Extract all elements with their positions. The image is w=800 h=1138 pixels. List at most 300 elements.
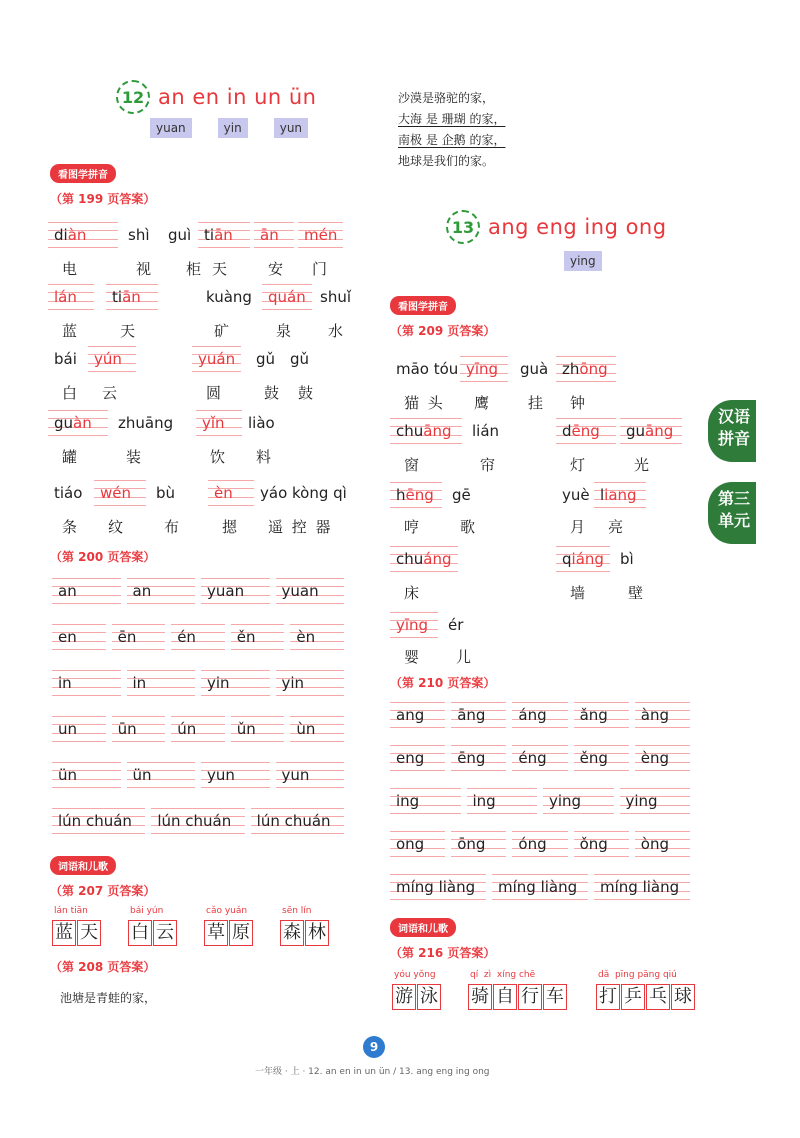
pinyin-box [594, 482, 646, 508]
pinyin-box [254, 222, 294, 248]
answer-ref: （第 199 页答案） [50, 192, 156, 206]
pinyin-answer: ān [260, 226, 279, 244]
pinyin-word [466, 418, 505, 444]
pinyin-word [460, 356, 508, 382]
poem-line: 地球是我们的家。 [398, 154, 495, 168]
pinyin-given: shuǐ [320, 288, 351, 306]
pinyin-given: shì [128, 226, 150, 244]
hanzi-box: 林 [305, 920, 329, 946]
pinyin-text: éng [512, 745, 567, 771]
syllable-chips [564, 251, 602, 271]
pinyin-word [284, 346, 315, 372]
pinyin-box [112, 410, 179, 436]
pinyin-answer: āng [645, 422, 674, 440]
section-badge: 词语和儿歌 [50, 856, 116, 875]
pinyin-cell [201, 670, 270, 696]
pinyin-box [162, 222, 197, 248]
pinyin-cell [251, 808, 344, 834]
pinyin-given: q [562, 550, 572, 568]
pinyin-text: yun [276, 762, 345, 788]
pinyin-word [298, 222, 343, 248]
hanzi: 蓝 [62, 322, 78, 340]
pinyin-text: in [52, 670, 121, 696]
pinyin-word [262, 284, 312, 310]
pinyin-word [48, 284, 94, 310]
pinyin-box [192, 346, 241, 372]
hanzi: 云 [102, 384, 118, 402]
pinyin-answer: wén [100, 484, 132, 502]
hanzi: 婴 [404, 648, 420, 666]
pinyin-box [106, 284, 158, 310]
pinyin-word [556, 418, 616, 444]
pinyin-cell [276, 670, 345, 696]
pinyin-given: chu [396, 550, 424, 568]
pinyin-text: un [52, 716, 106, 742]
pinyin-box [208, 480, 254, 506]
pinyin-given: ti [204, 226, 215, 244]
pinyin-answer: yīng [466, 360, 499, 378]
pinyin-box [122, 222, 156, 248]
hanzi-box: 游 [392, 984, 416, 1010]
hanzi-box: 乒 [621, 984, 645, 1010]
hanzi: 白 [62, 384, 78, 402]
hanzi: 墙 [570, 584, 586, 602]
pinyin-cell [574, 831, 629, 857]
pinyin-text: en [52, 624, 106, 650]
page-number: 9 [363, 1036, 385, 1058]
pinyin-word [198, 222, 250, 248]
pinyin-box [150, 480, 181, 506]
hanzi: 遥 控 器 [268, 518, 333, 536]
pinyin-cell [390, 874, 486, 900]
pinyin-answer: mén [304, 226, 338, 244]
pinyin-cell [635, 831, 690, 857]
word-boxes [596, 984, 696, 1010]
pinyin-cell [512, 745, 567, 771]
pinyin-box [390, 612, 438, 638]
pinyin-word [200, 284, 258, 310]
hanzi-box: 草 [204, 920, 228, 946]
answer-ref: （第 200 页答案） [50, 550, 156, 564]
pinyin-text: eng [390, 745, 445, 771]
pinyin-word [556, 356, 616, 382]
hanzi-box: 自 [493, 984, 517, 1010]
pinyin-box [262, 284, 312, 310]
pinyin-word [242, 410, 281, 436]
pinyin-text: én [171, 624, 225, 650]
pinyin-given: l [600, 486, 605, 504]
pinyin-given: ér [448, 616, 464, 634]
pinyin-box [200, 284, 258, 310]
pinyin-answer: iang [604, 486, 637, 504]
pinyin-cell [467, 788, 538, 814]
word-pinyin: dǎ pīng pāng qiú [598, 970, 677, 980]
pinyin-text: òng [635, 831, 690, 857]
pinyin-text: èng [635, 745, 690, 771]
hanzi: 帘 [480, 456, 496, 474]
word-pinyin: yóu yǒng [394, 970, 436, 980]
pinyin-cell [52, 578, 121, 604]
pinyin-word [254, 480, 353, 506]
pinyin-text: in [127, 670, 196, 696]
pinyin-cell [127, 578, 196, 604]
pinyin-word [614, 546, 640, 572]
pinyin-word [314, 284, 357, 310]
pinyin-answer: ān [122, 288, 141, 306]
hanzi: 矿 [214, 322, 230, 340]
pinyin-box [466, 418, 505, 444]
pinyin-text: míng liàng [390, 874, 486, 900]
pinyin-box [298, 222, 343, 248]
pinyin-cell [201, 578, 270, 604]
pinyin-answer: yīng [396, 616, 429, 634]
pinyin-word [446, 482, 477, 508]
pinyin-box [460, 356, 508, 382]
hanzi: 灯 [570, 456, 586, 474]
pinyin-word [48, 346, 83, 372]
pinyin-word [390, 612, 438, 638]
pinyin-box [390, 356, 464, 382]
pinyin-text: āng [451, 702, 506, 728]
pinyin-text: an [127, 578, 196, 604]
lesson-title: an en in un ün [158, 85, 317, 109]
hanzi: 天 [212, 260, 228, 278]
pinyin-answer: āng [423, 422, 452, 440]
poem-line: 南极 是 企鹅 的家， [398, 133, 506, 147]
pinyin-given: di [54, 226, 68, 244]
answer-ref: （第 210 页答案） [390, 676, 496, 690]
pinyin-cell [543, 788, 614, 814]
pinyin-answer: ān [214, 226, 233, 244]
pinyin-given: gē [452, 486, 471, 504]
pinyin-text: ēn [112, 624, 166, 650]
pinyin-word [122, 222, 156, 248]
pinyin-word [94, 480, 146, 506]
pinyin-given: bái [54, 350, 77, 368]
pinyin-word [208, 480, 254, 506]
side-tab-unit[interactable]: 第三单元 [708, 482, 756, 544]
pinyin-word [514, 356, 554, 382]
pinyin-cell [390, 831, 445, 857]
pinyin-cell [52, 624, 106, 650]
section-badge: 看图学拼音 [390, 296, 456, 315]
word-pinyin: sēn lín [282, 906, 312, 916]
hanzi-box: 打 [596, 984, 620, 1010]
hanzi-box: 车 [543, 984, 567, 1010]
hanzi: 门 [312, 260, 328, 278]
pinyin-cell [451, 745, 506, 771]
pinyin-answer: áng [423, 550, 452, 568]
pinyin-cell [390, 745, 445, 771]
pinyin-given: zh [562, 360, 580, 378]
hanzi-box: 森 [280, 920, 304, 946]
hanzi: 饮 [210, 448, 226, 466]
hanzi: 圆 [206, 384, 222, 402]
pinyin-text: ing [467, 788, 538, 814]
lesson-12-header [116, 80, 317, 114]
pinyin-box [390, 418, 462, 444]
pinyin-text: yuan [201, 578, 270, 604]
pinyin-answer: quán [268, 288, 306, 306]
pinyin-word [88, 346, 136, 372]
pinyin-word [48, 222, 118, 248]
pinyin-text: lún chuán [251, 808, 344, 834]
pinyin-given: h [396, 486, 406, 504]
pinyin-box [48, 284, 94, 310]
hanzi: 挂 [528, 394, 544, 412]
pinyin-word [390, 546, 458, 572]
pinyin-word [556, 546, 610, 572]
hanzi: 泉 [276, 322, 292, 340]
word-boxes [204, 920, 254, 946]
hanzi: 条 [62, 518, 78, 536]
pinyin-word [390, 418, 462, 444]
hanzi: 钟 [570, 394, 586, 412]
pinyin-text: yuan [276, 578, 345, 604]
pinyin-box [242, 410, 281, 436]
page-footer: 一年级 · 上 · 12. an en in un ün / 13. ang eng ing ong [255, 1067, 490, 1077]
pinyin-cell [127, 762, 196, 788]
pinyin-given: guì [168, 226, 192, 244]
pinyin-word [162, 222, 197, 248]
pinyin-answer: lán [54, 288, 77, 306]
pinyin-text: óng [512, 831, 567, 857]
pinyin-text: àng [635, 702, 690, 728]
pinyin-given: gu [54, 414, 74, 432]
hanzi: 亮 [608, 518, 624, 536]
pinyin-word [112, 410, 179, 436]
pinyin-text: ün [52, 762, 121, 788]
hanzi: 天 [120, 322, 136, 340]
pinyin-cell [574, 702, 629, 728]
pinyin-given: guà [520, 360, 549, 378]
pinyin-word [192, 346, 241, 372]
pinyin-word [594, 482, 646, 508]
hanzi-box: 骑 [468, 984, 492, 1010]
hanzi: 水 [328, 322, 344, 340]
pinyin-text: ing [390, 788, 461, 814]
hanzi: 月 [570, 518, 586, 536]
pinyin-cell [112, 716, 166, 742]
hanzi: 儿 [456, 648, 472, 666]
pinyin-given: bù [156, 484, 176, 502]
pinyin-text: ūn [112, 716, 166, 742]
pinyin-cell [112, 624, 166, 650]
pinyin-cell [390, 788, 461, 814]
hanzi-box: 球 [671, 984, 695, 1010]
hanzi: 柜 [186, 260, 202, 278]
pinyin-cell [52, 808, 145, 834]
pinyin-cell [574, 745, 629, 771]
hanzi: 歌 [460, 518, 476, 536]
pinyin-box [250, 346, 281, 372]
pinyin-cell [451, 831, 506, 857]
pinyin-answer: yǐn [202, 414, 225, 432]
hanzi-box: 原 [229, 920, 253, 946]
pinyin-text: míng liàng [594, 874, 690, 900]
pinyin-cell [52, 762, 121, 788]
pinyin-text: ěng [574, 745, 629, 771]
pinyin-answer: àn [67, 226, 87, 244]
hanzi: 壁 [628, 584, 644, 602]
hanzi-box: 天 [77, 920, 101, 946]
pinyin-cell [451, 702, 506, 728]
pinyin-box [48, 410, 108, 436]
pinyin-text: míng liàng [492, 874, 588, 900]
pinyin-given: bì [620, 550, 634, 568]
pinyin-text: ěn [231, 624, 285, 650]
answer-ref: （第 207 页答案） [50, 884, 156, 898]
pinyin-given: chu [396, 422, 424, 440]
section-badge: 看图学拼音 [50, 164, 116, 183]
pinyin-box [514, 356, 554, 382]
hanzi-box: 蓝 [52, 920, 76, 946]
pinyin-text: ēng [451, 745, 506, 771]
pinyin-text: ang [390, 702, 445, 728]
pinyin-given: lián [472, 422, 500, 440]
lesson-number: 13 [446, 210, 480, 244]
hanzi: 鼓 [264, 384, 280, 402]
word-boxes [392, 984, 442, 1010]
pinyin-text: ǔn [231, 716, 285, 742]
word-pinyin: qí zì xíng chē [470, 970, 536, 980]
pinyin-box [254, 480, 353, 506]
pinyin-word [556, 482, 596, 508]
lesson-13-header [446, 210, 667, 244]
syllable-chip: ying [564, 251, 602, 271]
pinyin-cell [231, 716, 285, 742]
word-boxes [52, 920, 102, 946]
pinyin-cell [492, 874, 588, 900]
pinyin-text: an [52, 578, 121, 604]
pinyin-cell [276, 762, 345, 788]
pinyin-text: áng [512, 702, 567, 728]
pinyin-word [390, 482, 442, 508]
pinyin-answer: àn [73, 414, 92, 432]
pinyin-given: zhuāng [118, 414, 174, 432]
pinyin-cell [635, 745, 690, 771]
pinyin-answer: iáng [571, 550, 604, 568]
pinyin-box [314, 284, 357, 310]
hanzi: 罐 [62, 448, 78, 466]
word-boxes [280, 920, 330, 946]
pinyin-text: èn [290, 624, 344, 650]
pinyin-text: ùn [290, 716, 344, 742]
poem-line: 大海 是 珊瑚 的家， [398, 112, 506, 126]
hanzi: 纹 [108, 518, 124, 536]
pinyin-text: ying [543, 788, 614, 814]
hanzi: 视 [136, 260, 152, 278]
pinyin-cell [201, 762, 270, 788]
pinyin-word [48, 480, 88, 506]
hanzi: 床 [404, 584, 420, 602]
poem-line: 沙漠是骆驼的家， [398, 91, 495, 105]
hanzi: 猫 头 [404, 394, 445, 412]
pinyin-box [442, 612, 469, 638]
word-pinyin: lán tiān [54, 906, 88, 916]
hanzi: 装 [126, 448, 142, 466]
hanzi-box: 云 [153, 920, 177, 946]
lesson-number: 12 [116, 80, 150, 114]
pinyin-box [556, 356, 616, 382]
pinyin-given: tiáo [54, 484, 83, 502]
syllable-chips [150, 118, 308, 138]
poem [398, 88, 505, 172]
answer-ref: （第 209 页答案） [390, 324, 496, 338]
pinyin-cell [290, 624, 344, 650]
pinyin-box [48, 222, 118, 248]
pinyin-box [198, 222, 250, 248]
pinyin-text: yin [201, 670, 270, 696]
pinyin-word [390, 356, 464, 382]
pinyin-given: yuè [562, 486, 590, 504]
pinyin-given: liào [248, 414, 275, 432]
pinyin-text: ǎng [574, 702, 629, 728]
pinyin-cell [151, 808, 244, 834]
pinyin-box [88, 346, 136, 372]
pinyin-word [442, 612, 469, 638]
pinyin-text: yin [276, 670, 345, 696]
hanzi: 料 [256, 448, 272, 466]
pinyin-word [620, 418, 682, 444]
pinyin-cell [635, 702, 690, 728]
hanzi: 布 [164, 518, 180, 536]
pinyin-word [250, 346, 281, 372]
pinyin-box [196, 410, 242, 436]
p208-line: 池塘是青蛙的家， [60, 991, 157, 1005]
pinyin-cell [594, 874, 690, 900]
syllable-chip: yin [218, 118, 248, 138]
hanzi: 哼 [404, 518, 420, 536]
pinyin-given: d [562, 422, 572, 440]
pinyin-box [48, 480, 88, 506]
pinyin-cell [512, 702, 567, 728]
pinyin-text: yun [201, 762, 270, 788]
hanzi-box: 乓 [646, 984, 670, 1010]
pinyin-answer: yún [94, 350, 122, 368]
pinyin-text: ún [171, 716, 225, 742]
pinyin-cell [231, 624, 285, 650]
lesson-title: ang eng ing ong [488, 215, 667, 239]
pinyin-cell [290, 716, 344, 742]
pinyin-cell [52, 670, 121, 696]
hanzi: 窗 [404, 456, 420, 474]
word-boxes [128, 920, 178, 946]
pinyin-box [556, 418, 616, 444]
pinyin-box [284, 346, 315, 372]
side-tab-pinyin[interactable]: 汉语拼音 [708, 400, 756, 462]
pinyin-cell [171, 716, 225, 742]
word-pinyin: bái yún [130, 906, 164, 916]
pinyin-cell [171, 624, 225, 650]
pinyin-cell [390, 702, 445, 728]
pinyin-box [620, 418, 682, 444]
pinyin-cell [127, 670, 196, 696]
pinyin-answer: ēng [405, 486, 434, 504]
pinyin-text: lún chuán [52, 808, 145, 834]
pinyin-word [196, 410, 242, 436]
pinyin-text: ǒng [574, 831, 629, 857]
pinyin-given: gǔ [256, 350, 276, 368]
pinyin-given: gǔ [290, 350, 310, 368]
pinyin-cell [276, 578, 345, 604]
pinyin-text: ōng [451, 831, 506, 857]
section-badge: 词语和儿歌 [390, 918, 456, 937]
pinyin-text: ong [390, 831, 445, 857]
pinyin-given: gu [626, 422, 646, 440]
pinyin-box [390, 546, 458, 572]
pinyin-answer: èn [214, 484, 233, 502]
